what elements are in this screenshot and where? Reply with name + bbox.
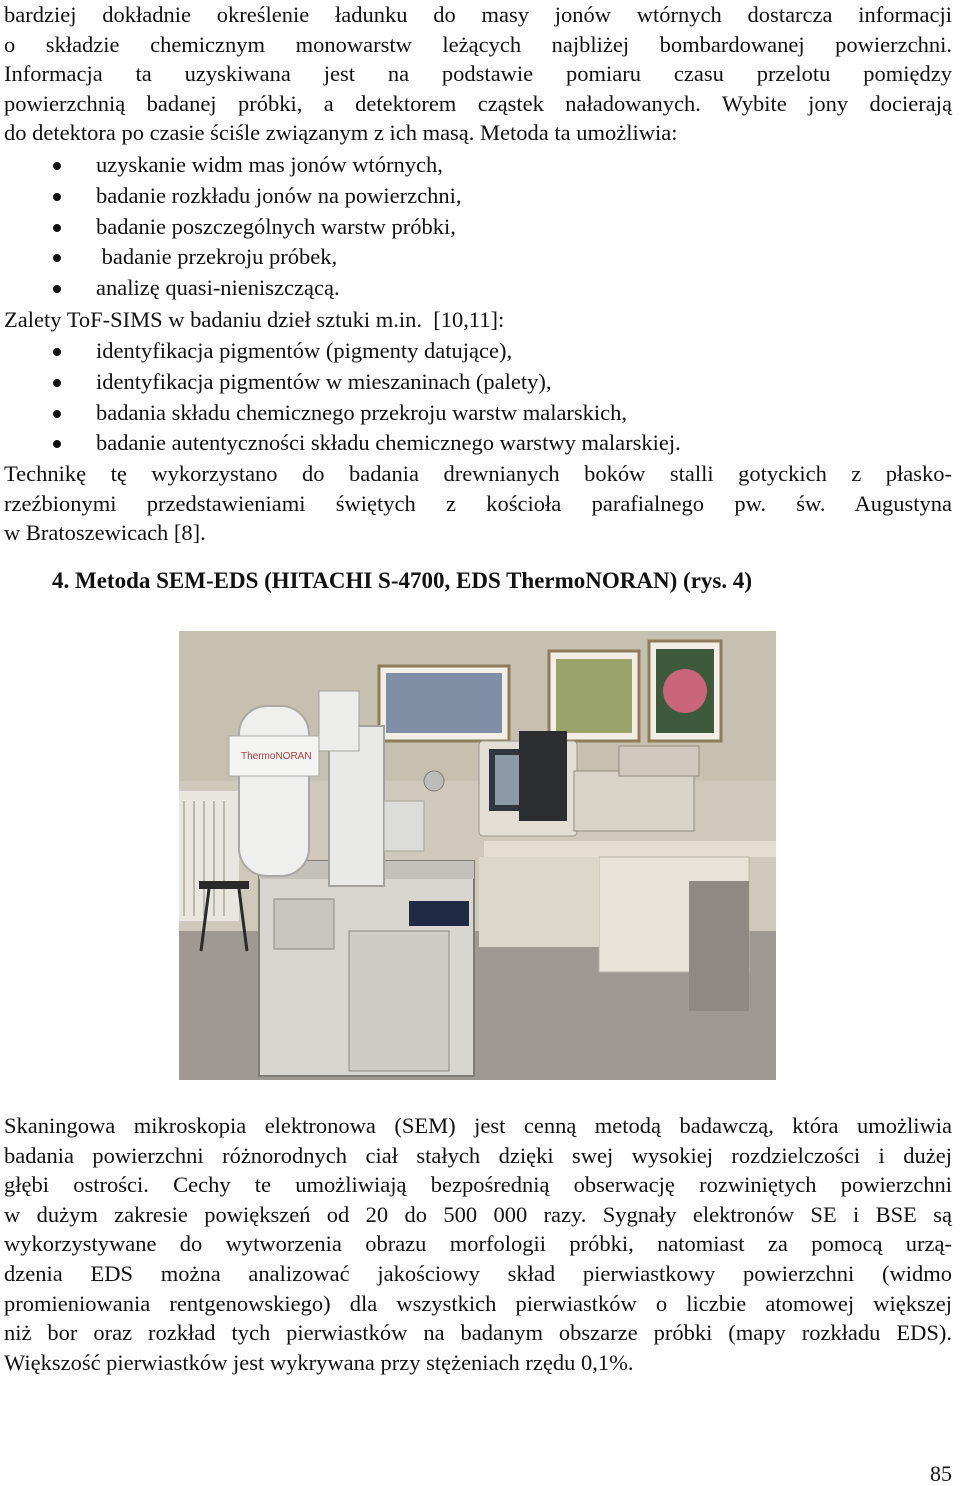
bullet-icon (53, 379, 61, 387)
bullet-icon (53, 254, 61, 262)
list-item (4, 242, 952, 273)
paragraph-line: w dużym zakresie powiększeń od 20 do 500 000 razy. Sygnały elektronów SE i BSE są (4, 1201, 952, 1227)
list-item-text: identyfikacja pigmentów w mieszaninach (palety), (96, 368, 552, 394)
list-item (4, 367, 952, 398)
section-heading: 4. Metoda SEM-EDS (HITACHI S-4700, EDS ThermoNORAN) (rys. 4) (52, 568, 753, 593)
bullet-icon (53, 348, 61, 356)
bullet-icon (53, 162, 61, 170)
paragraph-tof-sims-description (4, 0, 952, 148)
paragraph-line: Technikę tę wykorzystano do badania drewnianych boków stalli gotyckich z płasko- (4, 461, 952, 486)
paragraph-line: do detektora po czasie ściśle związanym z ich masą. Metoda ta umożliwia: (4, 120, 678, 146)
page-number: 85 (930, 1461, 952, 1486)
bullet-icon (53, 193, 61, 201)
paragraph-line: dzenia EDS można analizować jakościowy skład pierwiastkowy powierzchni (widmo (4, 1260, 952, 1286)
list-item (4, 398, 952, 429)
bullet-icon (53, 224, 61, 232)
paragraph-line: bardziej dokładnie określenie ładunku do masy jonów wtórnych dostarcza informacji (4, 2, 952, 27)
paragraph-study-application (4, 459, 952, 548)
paragraph-line: promieniowania rentgenowskiego) dla wszystkich pierwiastków o liczbie atomowej większej (4, 1290, 952, 1316)
paragraph-line: badania powierzchni różnorodnych ciał stałych dzięki swej wysokiej rozdzielczości i dużej (4, 1142, 952, 1168)
paragraph-sem-description (4, 1111, 952, 1377)
list-item (4, 150, 952, 181)
paragraph-line: o składzie chemicznym monowarstw leżących najbliżej bombardowanej powierzchni. (4, 31, 952, 57)
bullet-icon (53, 285, 61, 293)
device-label: ThermoNORAN (241, 751, 312, 762)
sem-microscope-photo (179, 631, 776, 1080)
list-item-text: badanie poszczególnych warstw próbki, (96, 213, 456, 239)
paragraph-line: rzeźbionymi przedstawieniami świętych z kościoła parafialnego pw. św. Augustyna (4, 490, 952, 516)
paragraph-line: w Bratoszewicach [8]. (4, 520, 206, 546)
advantages-list (4, 336, 952, 459)
list-item (4, 181, 952, 212)
list-item-text: badanie przekroju próbek, (96, 244, 338, 270)
list-item-text: uzyskanie widm mas jonów wtórnych, (96, 152, 443, 177)
list-item-text: badania składu chemicznego przekroju warstw malarskich, (96, 399, 628, 425)
advantages-intro-text: Zalety ToF-SIMS w badaniu dzieł sztuki m.in. [10,11]: (4, 307, 505, 332)
paragraph-line: Skaningowa mikroskopia elektronowa (SEM) jest cenną metodą badawczą, która umożliwia (4, 1113, 952, 1138)
paragraph-line: wykorzystywane do wytworzenia obrazu morfologii próbki, natomiast za pomocą urzą- (4, 1231, 952, 1257)
list-item (4, 428, 952, 459)
sem-lab-illustration (179, 631, 776, 1080)
list-item-text: analizę quasi-nieniszczącą. (96, 275, 340, 301)
paragraph-line: Większość pierwiastków jest wykrywana przy stężeniach rzędu 0,1%. (4, 1349, 634, 1375)
paragraph-line: Informacja ta uzyskiwana jest na podstawie pomiaru czasu przelotu pomiędzy (4, 61, 952, 87)
list-item (4, 212, 952, 243)
list-item (4, 273, 952, 304)
list-item (4, 336, 952, 367)
bullet-icon (53, 440, 61, 448)
bullet-icon (53, 410, 61, 418)
advantages-intro (4, 305, 952, 335)
paragraph-line: niż bor oraz rozkład tych pierwiastków na badanym obszarze próbki (mapy rozkładu EDS). (4, 1320, 952, 1346)
list-item-text: badanie rozkładu jonów na powierzchni, (96, 182, 462, 208)
list-item-text: badanie autentyczności składu chemicznego warstwy malarskiej. (96, 430, 681, 456)
capabilities-list (4, 150, 952, 304)
paragraph-line: powierzchnią badanej próbki, a detektorem cząstek naładowanych. Wybite jony docierają (4, 90, 952, 116)
paragraph-line: głębi ostrości. Cechy te umożliwiają bezpośrednią obserwację rozwiniętych powierzchni (4, 1172, 952, 1198)
list-item-text: identyfikacja pigmentów (pigmenty datujące), (96, 338, 513, 363)
